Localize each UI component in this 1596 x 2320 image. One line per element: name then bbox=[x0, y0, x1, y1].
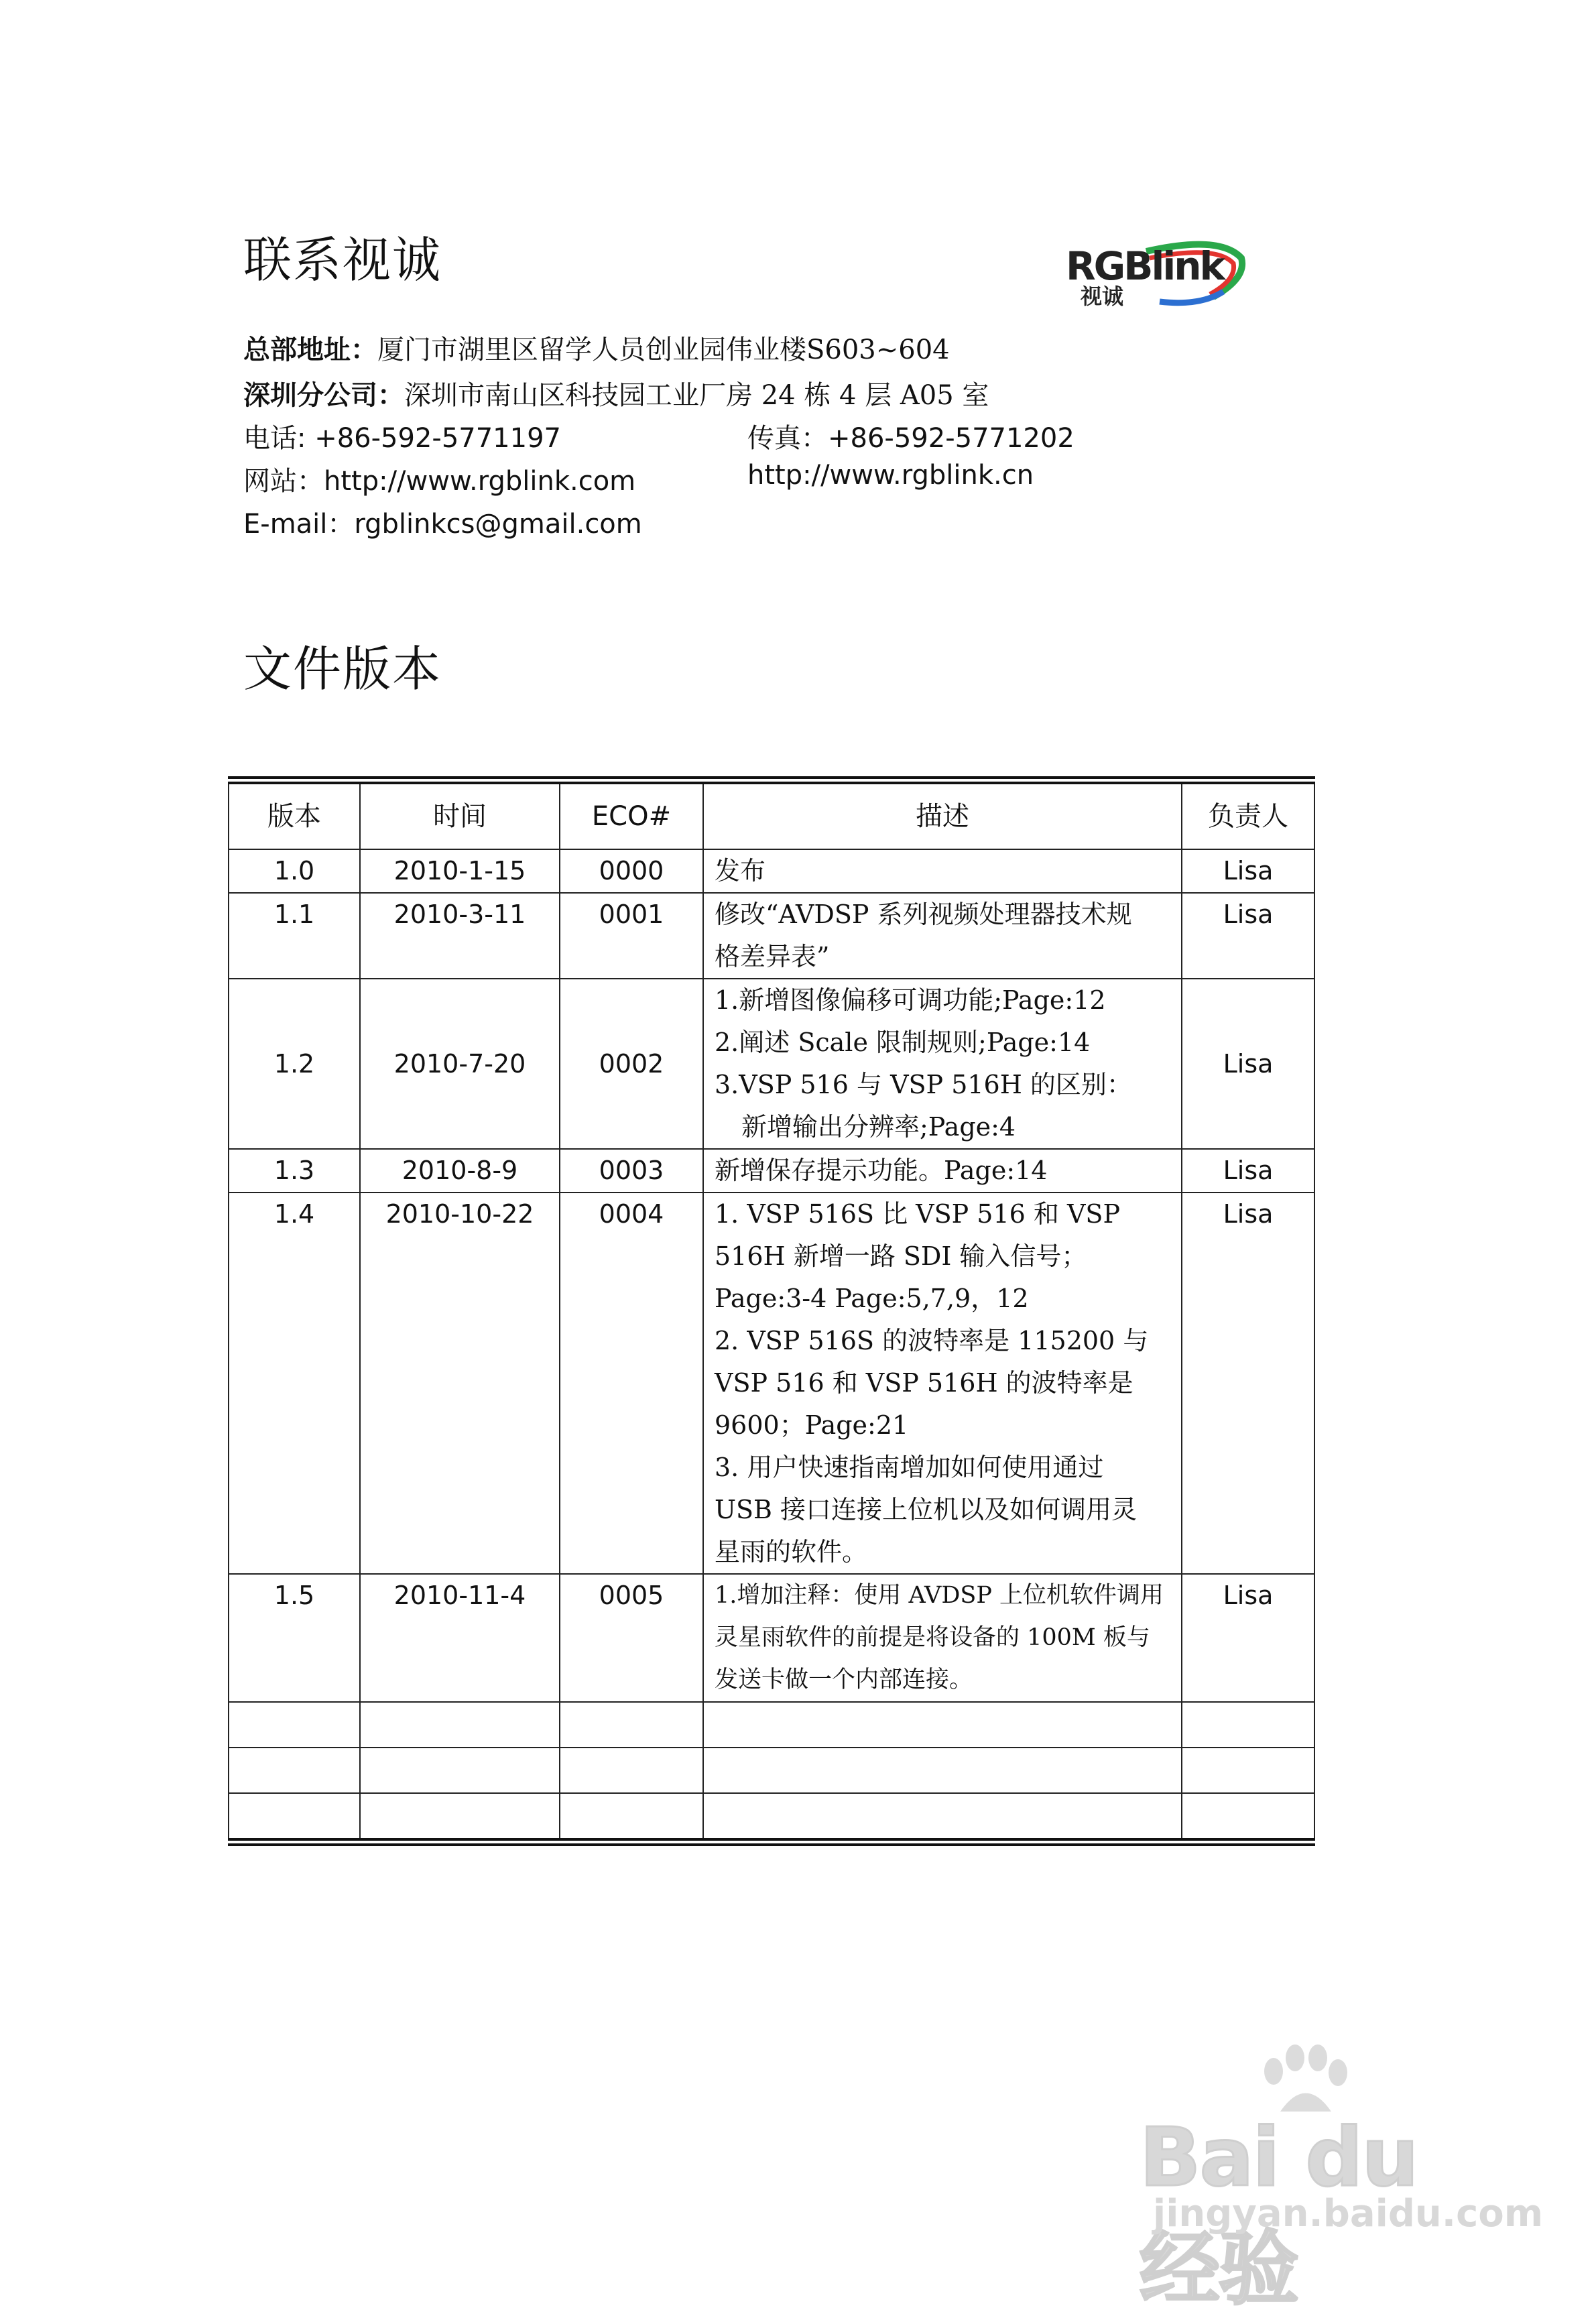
empty-cell bbox=[360, 1793, 560, 1842]
empty-cell bbox=[560, 1793, 703, 1842]
empty-table-row bbox=[229, 1748, 1314, 1793]
header-version: 版本 bbox=[229, 780, 360, 849]
desc-line: 516H 新增一路 SDI 输入信号； bbox=[715, 1241, 1087, 1271]
table-row bbox=[229, 1149, 1314, 1193]
empty-table-row bbox=[229, 1702, 1314, 1748]
cell-version: 1.4 bbox=[229, 1193, 360, 1574]
cell-owner: Lisa bbox=[1182, 893, 1314, 979]
sz-address bbox=[243, 374, 989, 412]
baidu-watermark bbox=[1140, 2044, 1544, 2316]
desc-line: 2.阐述 Scale 限制规则;Page:14 bbox=[715, 1028, 1091, 1057]
hq-value: 厦门市湖里区留学人员创业园伟业楼S603~604 bbox=[377, 334, 950, 365]
empty-cell bbox=[360, 1702, 560, 1748]
empty-cell bbox=[1182, 1702, 1314, 1748]
cell-owner: Lisa bbox=[1182, 849, 1314, 893]
empty-cell bbox=[1182, 1793, 1314, 1842]
cell-version: 1.1 bbox=[229, 893, 360, 979]
cell-date: 2010-11-4 bbox=[360, 1574, 560, 1702]
cell-version: 1.0 bbox=[229, 849, 360, 893]
header-eco: ECO# bbox=[560, 780, 703, 849]
cell-date: 2010-1-15 bbox=[360, 849, 560, 893]
desc-line: 1.新增图像偏移可调功能;Page:12 bbox=[715, 985, 1106, 1015]
rgblink-logo bbox=[1066, 238, 1247, 312]
desc-line: 新增输出分辨率;Page:4 bbox=[741, 1112, 1016, 1142]
empty-cell bbox=[229, 1702, 360, 1748]
sz-label: 深圳分公司： bbox=[243, 379, 404, 411]
empty-cell bbox=[229, 1793, 360, 1842]
header-date: 时间 bbox=[360, 780, 560, 849]
table-row bbox=[229, 979, 1314, 1149]
cell-owner: Lisa bbox=[1182, 979, 1314, 1149]
cell-eco: 0004 bbox=[560, 1193, 703, 1574]
table-row bbox=[229, 1574, 1314, 1702]
cell-desc bbox=[703, 893, 1182, 979]
cell-eco: 0005 bbox=[560, 1574, 703, 1702]
tel-line: 电话: +86-592-5771197 bbox=[243, 423, 561, 454]
paw-icon bbox=[1253, 2044, 1354, 2118]
cell-desc bbox=[703, 979, 1182, 1149]
cell-desc bbox=[703, 1193, 1182, 1574]
desc-line: 格差异表” bbox=[715, 942, 830, 971]
table-row bbox=[229, 849, 1314, 893]
table-row bbox=[229, 1193, 1314, 1574]
desc-line: Page:3-4 Page:5,7,9，12 bbox=[715, 1284, 1029, 1313]
desc-line: 9600；Page:21 bbox=[715, 1410, 909, 1440]
empty-cell bbox=[1182, 1748, 1314, 1793]
hq-label: 总部地址： bbox=[243, 334, 377, 365]
hq-address bbox=[243, 328, 950, 367]
empty-cell bbox=[560, 1748, 703, 1793]
fax-line: 传真：+86-592-5771202 bbox=[747, 423, 1075, 454]
desc-line: 星雨的软件。 bbox=[715, 1537, 868, 1567]
table-header-row bbox=[229, 780, 1314, 849]
desc-line: 1. VSP 516S 比 VSP 516 和 VSP bbox=[715, 1199, 1121, 1229]
cell-eco: 0003 bbox=[560, 1149, 703, 1193]
contact-heading: 联系视诚 bbox=[243, 232, 442, 288]
website-cn-link[interactable]: http://www.rgblink.cn bbox=[747, 460, 1034, 491]
desc-line: 3. 用户快速指南增加如何使用通过 bbox=[715, 1453, 1104, 1482]
logo-cn-text: 视诚 bbox=[1081, 284, 1124, 309]
desc-line: 发送卡做一个内部连接。 bbox=[715, 1666, 973, 1693]
cell-date: 2010-10-22 bbox=[360, 1193, 560, 1574]
desc-line: 3.VSP 516 与 VSP 516H 的区别： bbox=[715, 1070, 1132, 1099]
watermark-brand: Bai du 经验 bbox=[1140, 2112, 1418, 2316]
empty-cell bbox=[703, 1702, 1182, 1748]
cell-eco: 0000 bbox=[560, 849, 703, 893]
empty-table-row bbox=[229, 1793, 1314, 1842]
version-heading: 文件版本 bbox=[243, 641, 442, 697]
cell-desc bbox=[703, 1574, 1182, 1702]
cell-version: 1.2 bbox=[229, 979, 360, 1149]
header-owner: 负责人 bbox=[1182, 780, 1314, 849]
desc-line: USB 接口连接上位机以及如何调用灵 bbox=[715, 1495, 1138, 1524]
desc-line: 2. VSP 516S 的波特率是 115200 与 bbox=[715, 1326, 1149, 1355]
cell-date: 2010-7-20 bbox=[360, 979, 560, 1149]
header-desc: 描述 bbox=[703, 780, 1182, 849]
cell-date: 2010-8-9 bbox=[360, 1149, 560, 1193]
desc-line: 修改“AVDSP 系列视频处理器技术规 bbox=[715, 900, 1132, 929]
email-line[interactable]: E-mail：rgblinkcs@gmail.com bbox=[243, 509, 642, 540]
cell-version: 1.5 bbox=[229, 1574, 360, 1702]
empty-cell bbox=[229, 1748, 360, 1793]
watermark-url: jingyan.baidu.com bbox=[1153, 2192, 1544, 2236]
cell-desc bbox=[703, 1149, 1182, 1193]
cell-eco: 0001 bbox=[560, 893, 703, 979]
empty-cell bbox=[703, 1793, 1182, 1842]
cell-owner: Lisa bbox=[1182, 1149, 1314, 1193]
empty-cell bbox=[360, 1748, 560, 1793]
cell-owner: Lisa bbox=[1182, 1193, 1314, 1574]
website-line[interactable]: 网站：http://www.rgblink.com bbox=[243, 466, 636, 497]
desc-line: 新增保存提示功能。Page:14 bbox=[715, 1156, 1048, 1185]
logo-text: RGBlink bbox=[1066, 243, 1224, 289]
cell-version: 1.3 bbox=[229, 1149, 360, 1193]
desc-line: VSP 516 和 VSP 516H 的波特率是 bbox=[715, 1368, 1133, 1398]
empty-cell bbox=[703, 1748, 1182, 1793]
cell-eco: 0002 bbox=[560, 979, 703, 1149]
empty-cell bbox=[560, 1702, 703, 1748]
cell-desc bbox=[703, 849, 1182, 893]
sz-value: 深圳市南山区科技园工业厂房 24 栋 4 层 A05 室 bbox=[404, 380, 989, 411]
version-table bbox=[228, 776, 1315, 1846]
cell-date: 2010-3-11 bbox=[360, 893, 560, 979]
cell-owner: Lisa bbox=[1182, 1574, 1314, 1702]
desc-line: 1.增加注释：使用 AVDSP 上位机软件调用 bbox=[715, 1582, 1164, 1609]
desc-line: 发布 bbox=[715, 856, 766, 886]
desc-line: 灵星雨软件的前提是将设备的 100M 板与 bbox=[715, 1624, 1150, 1651]
table-row bbox=[229, 893, 1314, 979]
